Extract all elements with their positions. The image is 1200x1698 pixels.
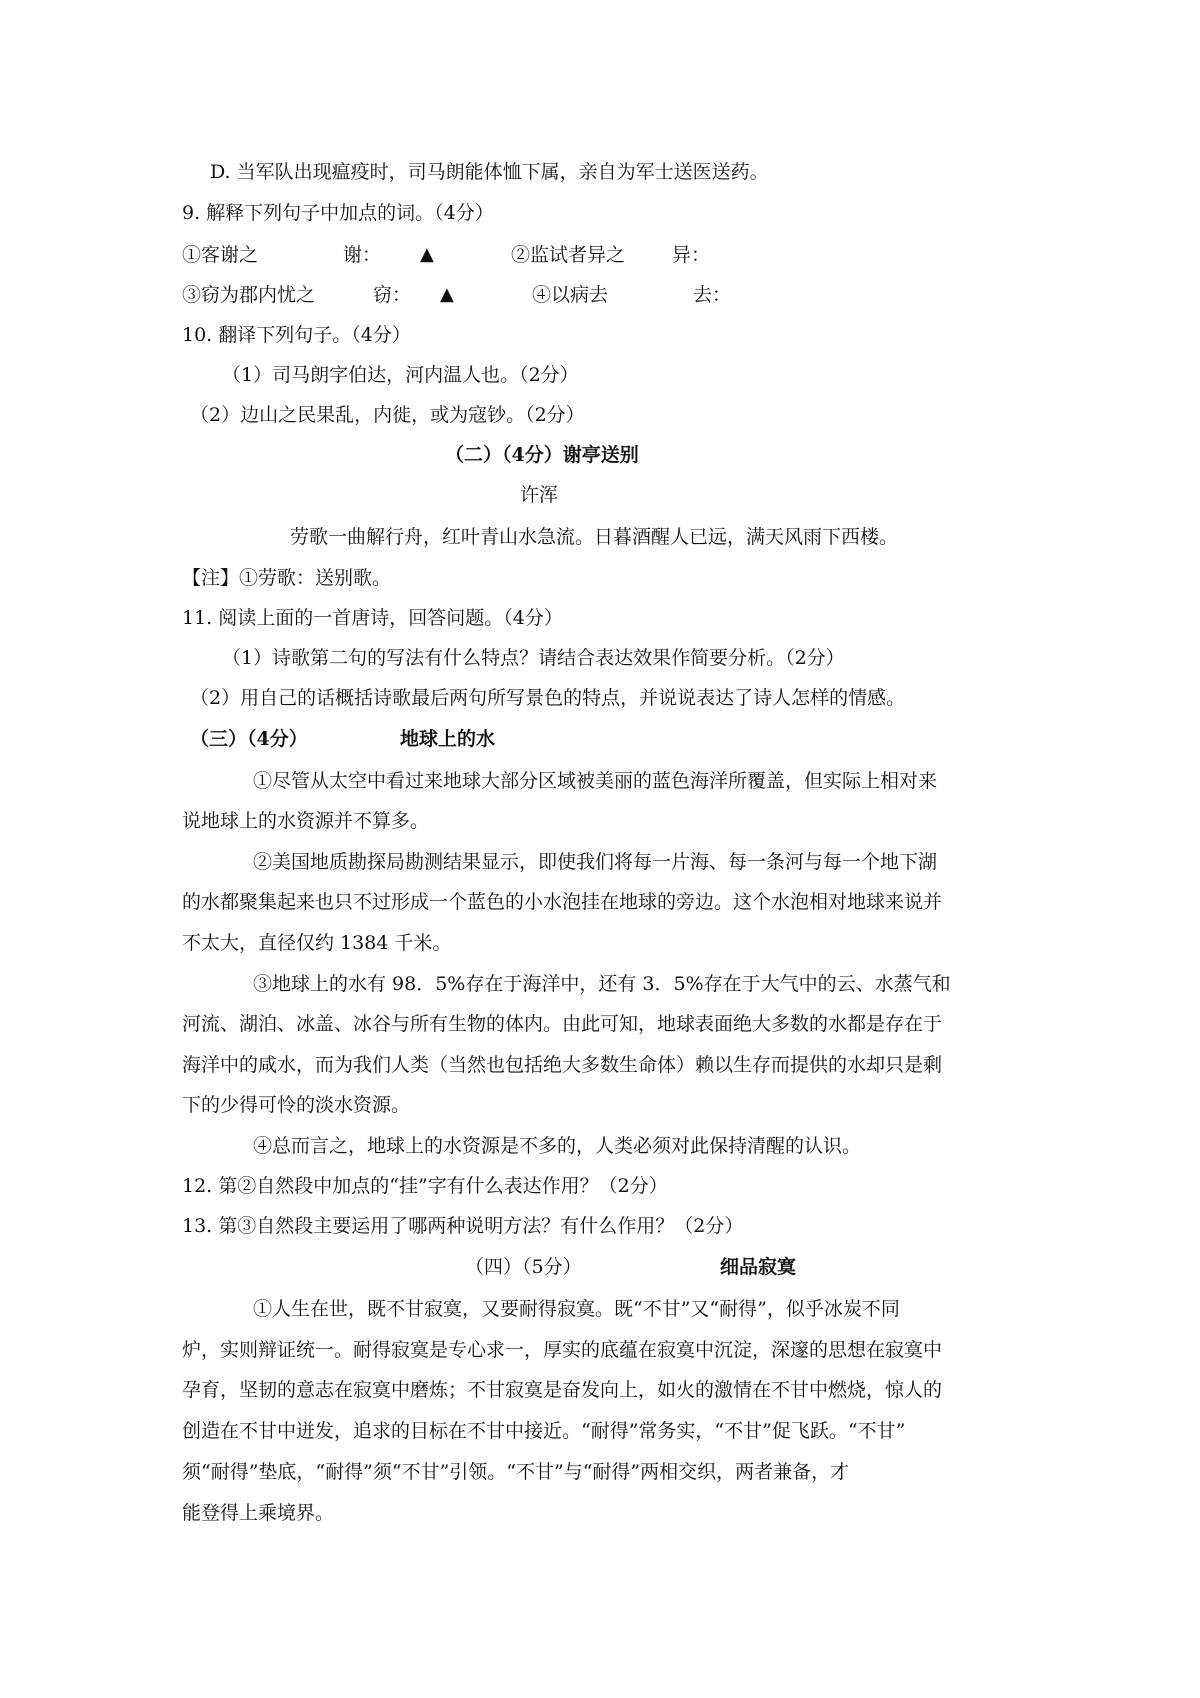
q9-stem: 9. 解释下列句子中加点的词。（4分） bbox=[182, 202, 494, 224]
sec4-p1-line-2: 炉，实则辩证统一。耐得寂寞是专心求一，厚实的底蕴在寂寞中沉淀，深邃的思想在寂寞中 bbox=[182, 1339, 943, 1361]
q8-option-d: D. 当军队出现瘟疫时，司马朗能体恤下属，亲自为军士送医送药。 bbox=[210, 161, 769, 183]
sec3-p2-line-3: 不太大，直径仅约 1384 千米。 bbox=[182, 932, 452, 954]
section-2-heading: （二）（4分）谢亭送别 bbox=[445, 444, 639, 466]
sec4-p1-line-4: 创造在不甘中迸发，追求的目标在不甘中接近。“耐得”常务实，“不甘”促飞跃。“不甘” bbox=[182, 1420, 906, 1442]
sec3-p3-line-2: 河流、湖泊、冰盖、冰谷与所有生物的体内。由此可知，地球表面绝大多数的水都是存在于 bbox=[182, 1013, 943, 1035]
sec4-p1-line-5: 须“耐得”垫底，“耐得”须“不甘”引领。“不甘”与“耐得”两相交织，两者兼备，才 bbox=[182, 1461, 850, 1483]
sec3-p1-line-2: 说地球上的水资源并不算多。 bbox=[182, 810, 430, 832]
q11-sub-2: （2）用自己的话概括诗歌最后两句所写景色的特点，并说说表达了诗人怎样的情感。 bbox=[190, 687, 906, 709]
sec3-p2-line-2: 的水都聚集起来也只不过形成一个蓝色的小水泡挂在地球的旁边。这个水泡相对地球来说并 bbox=[182, 891, 943, 913]
sec3-p3-line-1: ③地球上的水有 98．5%存在于海洋中，还有 3．5%存在于大气中的云、水蒸气和 bbox=[253, 973, 951, 995]
sec3-p3-line-4: 下的少得可怜的淡水资源。 bbox=[182, 1094, 411, 1116]
sec4-p1-line-3: 孕育，坚韧的意志在寂寞中磨炼；不甘寂寞是奋发向上，如火的激情在不甘中燃烧，惊人的 bbox=[182, 1379, 943, 1401]
q9-item-3-word: 窃： bbox=[373, 284, 412, 306]
q10-sentence-1: （1）司马朗字伯达，河内温人也。（2分） bbox=[222, 364, 579, 386]
sec3-p3-line-3: 海洋中的咸水，而为我们人类（当然也包括绝大多数生命体）赖以生存而提供的水却只是剩 bbox=[182, 1054, 943, 1076]
answer-triangle-icon: ▲ bbox=[420, 244, 434, 265]
answer-triangle-icon: ▲ bbox=[440, 284, 454, 305]
q9-item-1: ①客谢之 bbox=[182, 244, 259, 266]
sec3-p4-line-1: ④总而言之，地球上的水资源是不多的，人类必须对此保持清醒的认识。 bbox=[253, 1135, 862, 1157]
q10-sentence-2: （2）边山之民果乱，内徙，或为寇钞。（2分） bbox=[190, 404, 585, 426]
q9-item-2-word: 异： bbox=[672, 244, 711, 266]
q11-sub-1: （1）诗歌第二句的写法有什么特点？请结合表达效果作简要分析。（2分） bbox=[222, 647, 845, 669]
q12-stem: 12. 第②自然段中加点的“挂”字有什么表达作用？（2分） bbox=[182, 1175, 668, 1197]
sec4-p1-line-1: ①人生在世，既不甘寂寞，又要耐得寂寞。既“不甘”又“耐得”，似乎冰炭不同 bbox=[253, 1298, 900, 1320]
section-3-title: 地球上的水 bbox=[400, 728, 496, 750]
poem-author: 许浑 bbox=[520, 484, 559, 506]
sec3-p1-line-1: ①尽管从太空中看过来地球大部分区域被美丽的蓝色海洋所覆盖，但实际上相对来 bbox=[253, 770, 938, 792]
section-4-label: （四）（5分） bbox=[465, 1256, 582, 1278]
section-4-title: 细品寂寞 bbox=[720, 1256, 797, 1278]
poem-note: 【注】①劳歌：送别歌。 bbox=[182, 567, 392, 589]
sec4-p1-line-6: 能登得上乘境界。 bbox=[182, 1502, 335, 1524]
q9-item-4-word: 去： bbox=[693, 284, 732, 306]
section-3-label: （三）（4分） bbox=[190, 728, 308, 750]
q11-stem: 11. 阅读上面的一首唐诗，回答问题。（4分） bbox=[182, 607, 563, 629]
sec3-p2-line-1: ②美国地质勘探局勘测结果显示，即使我们将每一片海、每一条河与每一个地下湖 bbox=[253, 851, 938, 873]
q9-item-4: ④以病去 bbox=[532, 284, 609, 306]
q9-item-3: ③窃为郡内忧之 bbox=[182, 284, 316, 306]
q13-stem: 13. 第③自然段主要运用了哪两种说明方法？有什么作用？（2分） bbox=[182, 1215, 744, 1237]
q10-stem: 10. 翻译下列句子。（4分） bbox=[182, 324, 411, 346]
q9-item-1-word: 谢： bbox=[343, 244, 382, 266]
q9-item-2: ②监试者异之 bbox=[511, 244, 626, 266]
poem-text: 劳歌一曲解行舟，红叶青山水急流。日暮酒醒人已远，满天风雨下西楼。 bbox=[290, 526, 899, 548]
